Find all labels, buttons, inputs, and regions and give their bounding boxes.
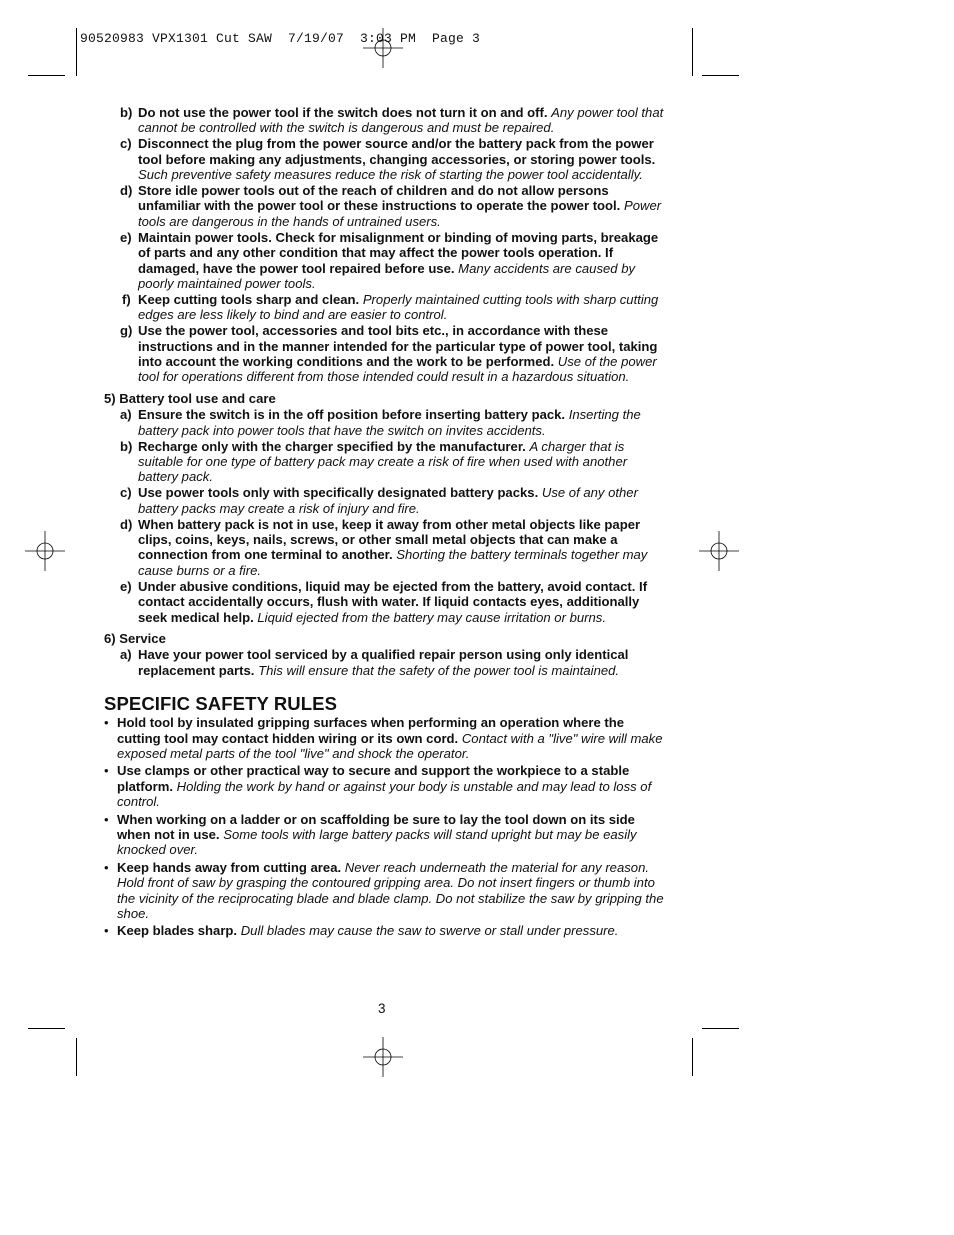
bullet-item <box>104 923 666 938</box>
rule-explanation: Holding the work by hand or against your body is unstable and may lead to loss of control. <box>117 778 652 810</box>
crop-mark-top-right-v <box>692 28 693 76</box>
crop-mark-top-left-v <box>76 28 77 76</box>
list-item: c) Use power tools only with specifically designated battery packs. Use of any other battery packs may create a risk of injury and fire. <box>120 485 638 516</box>
list-item: a) Have your power tool serviced by a qualified repair person using only identical replacement parts. This will ensure that the safety of the power tool is maintained. <box>120 647 629 678</box>
bullet-icon: • <box>104 811 109 827</box>
registration-mark-top-icon <box>363 28 403 68</box>
rule-explanation: Liquid ejected from the battery may cause irritation or burns. <box>257 609 606 625</box>
list-item: d) Store idle power tools out of the reach of children and do not allow persons unfamiliar with the power tool or these instructions to operate the power tool. Power tools are dangerous in the hands of untrained users. <box>120 183 662 229</box>
bullet-icon: • <box>104 923 109 939</box>
rule-explanation: Inserting the battery pack into power tools that have the switch on invites accidents. <box>138 407 641 438</box>
crop-mark-top-right-h <box>702 75 739 76</box>
section-heading-service: 6) Service <box>104 630 166 646</box>
crop-mark-bottom-left-h <box>28 1028 65 1029</box>
slug-line: 90520983 VPX1301 Cut SAW 7/19/07 3:03 PM Page 3 <box>80 31 481 46</box>
rule-text: Under abusive conditions, liquid may be ejected from the battery, avoid contact. If contact accidentally occurs, flush with water. If liquid contacts eyes, additionally seek medical help. <box>138 578 648 625</box>
rule-text: Use power tools only with specifically designated battery packs. <box>138 485 539 501</box>
rule-explanation: Many accidents are caused by poorly maintained power tools. <box>138 260 636 291</box>
rule-explanation: This will ensure that the safety of the power tool is maintained. <box>258 662 620 678</box>
registration-mark-bottom-icon <box>363 1037 403 1077</box>
bullet-icon: • <box>104 715 109 731</box>
rule-explanation: Contact with a "live" wire will make exposed metal parts of the tool "live" and shock the operator. <box>117 730 663 761</box>
rule-explanation: Shorting the battery terminals together may cause burns or a fire. <box>138 547 648 578</box>
rule-text: Keep blades sharp. <box>117 923 238 939</box>
bullet-item <box>104 860 666 922</box>
list-item: b) Recharge only with the charger specified by the manufacturer. A charger that is suitable for one type of battery pack may create a risk of fire when used with another battery pack. <box>120 438 628 485</box>
registration-mark-left-icon <box>25 531 65 571</box>
list-item: f) Keep cutting tools sharp and clean. Properly maintained cutting tools with sharp cutting edges are less likely to bind and are easier to control. <box>122 291 659 323</box>
rule-text: When battery pack is not in use, keep it away from other metal objects like paper clips, coins, keys, nails, screws, or other small metal objects that can make a connection from one terminal to another. <box>138 516 641 563</box>
registration-mark-right-icon <box>699 531 739 571</box>
rule-text: Disconnect the plug from the power source and/or the battery pack from the power tool before making any adjustments, changing accessories, or storing power tools. <box>138 136 656 167</box>
list-item: a) Ensure the switch is in the off position before inserting battery pack. Inserting the battery pack into power tools that have the switch on invites accidents. <box>120 407 641 438</box>
list-item: d) When battery pack is not in use, keep it away from other metal objects like paper clips, coins, keys, nails, screws, or other small metal objects that can make a connection from one terminal to another. Shorting the battery terminals together may cause burns or a fire. <box>120 516 648 578</box>
crop-mark-bottom-right-v <box>692 1038 693 1076</box>
rule-text: Hold tool by insulated gripping surfaces when performing an operation where the cutting tool may contact hidden wiring or its own cord. <box>117 715 625 746</box>
specific-safety-rules-heading: SPECIFIC SAFETY RULES <box>104 693 338 715</box>
rule-text: Do not use the power tool if the switch does not turn it on and off. <box>138 105 548 120</box>
bullet-item <box>104 715 666 761</box>
rule-text: Use clamps or other practical way to secure and support the workpiece to a stable platform. <box>117 763 630 794</box>
list-item: e) Under abusive conditions, liquid may be ejected from the battery, avoid contact. If contact accidentally occurs, flush with water. If liquid contacts eyes, additionally seek medical help. Liquid ejected from the battery may cause irritation or burns. <box>120 578 648 625</box>
rule-explanation: Never reach underneath the material for any reason. Hold front of saw by grasping the contoured gripping area. Do not insert fingers or thumb into the vicinity of the reciprocating blade and blade clamp. Do not stabilize the saw by gripping the shoe. <box>117 859 664 921</box>
rule-explanation: Dull blades may cause the saw to swerve or stall under pressure. <box>240 923 619 939</box>
rule-text: Recharge only with the charger specified by the manufacturer. <box>138 438 526 454</box>
bullet-item <box>104 763 666 809</box>
rule-text: Store idle power tools out of the reach of children and do not allow persons unfamiliar with the power tool or these instructions to operate the power tool. <box>138 183 621 214</box>
list-item: b) Do not use the power tool if the switch does not turn it on and off. Any power tool that cannot be controlled with the switch is dangerous and must be repaired. <box>120 105 664 136</box>
rule-text: Keep hands away from cutting area. <box>117 859 342 875</box>
section-heading-battery: 5) Battery tool use and care <box>104 390 276 406</box>
bullet-item <box>104 812 666 858</box>
bullet-icon: • <box>104 859 109 875</box>
crop-mark-top-left-h <box>28 75 65 76</box>
rule-text: When working on a ladder or on scaffolding be sure to lay the tool down on its side when not in use. <box>117 811 635 842</box>
rule-explanation: Properly maintained cutting tools with sharp cutting edges are less likely to bind and are easier to control. <box>138 291 659 323</box>
rule-explanation: Some tools with large battery packs will stand upright but may be easily knocked over. <box>117 826 637 858</box>
list-item: g) Use the power tool, accessories and tool bits etc., in accordance with these instructions and in the manner intended for the particular type of power tool, taking into account the working conditions and the work to be performed. Use of the power tool for operations different from those intended could result in a hazardous situation. <box>120 323 658 385</box>
rule-explanation: Power tools are dangerous in the hands of untrained users. <box>138 198 662 229</box>
crop-mark-bottom-right-h <box>702 1028 739 1029</box>
list-item: e) Maintain power tools. Check for misalignment or binding of moving parts, breakage of parts and any other condition that may affect the power tools operation. If damaged, have the power tool repaired before use. Many accidents are caused by poorly maintained power tools. <box>120 229 659 291</box>
list-item: c) Disconnect the plug from the power source and/or the battery pack from the power tool before making any adjustments, changing accessories, or storing power tools. Such preventive safety measures reduce the risk of starting the power tool accidentally. <box>120 136 656 183</box>
rule-text: Use the power tool, accessories and tool bits etc., in accordance with these instructions and in the manner intended for the particular type of power tool, taking into account the working conditions and the work to be performed. <box>138 323 658 369</box>
rule-text: Maintain power tools. Check for misalignment or binding of moving parts, breakage of parts and any other condition that may affect the power tools operation. If damaged, have the power tool repaired before use. <box>138 229 659 276</box>
rule-text: Keep cutting tools sharp and clean. <box>138 291 360 307</box>
rule-text: Have your power tool serviced by a qualified repair person using only identical replacement parts. <box>138 647 629 678</box>
bullet-icon: • <box>104 763 109 779</box>
crop-mark-bottom-left-v <box>76 1038 77 1076</box>
page-number: 3 <box>378 1001 386 1016</box>
rule-text: Ensure the switch is in the off position before inserting battery pack. <box>138 407 566 423</box>
page-content <box>104 105 666 941</box>
rule-explanation: Such preventive safety measures reduce the risk of starting the power tool accidentally. <box>138 167 643 183</box>
rule-explanation: Any power tool that cannot be controlled with the switch is dangerous and must be repaired. <box>138 105 664 136</box>
rule-explanation: Use of the power tool for operations different from those intended could result in a hazardous situation. <box>138 354 657 385</box>
rule-explanation: A charger that is suitable for one type of battery pack may create a risk of fire when used with another battery pack. <box>138 438 628 485</box>
rule-explanation: Use of any other battery packs may create a risk of injury and fire. <box>138 485 638 516</box>
